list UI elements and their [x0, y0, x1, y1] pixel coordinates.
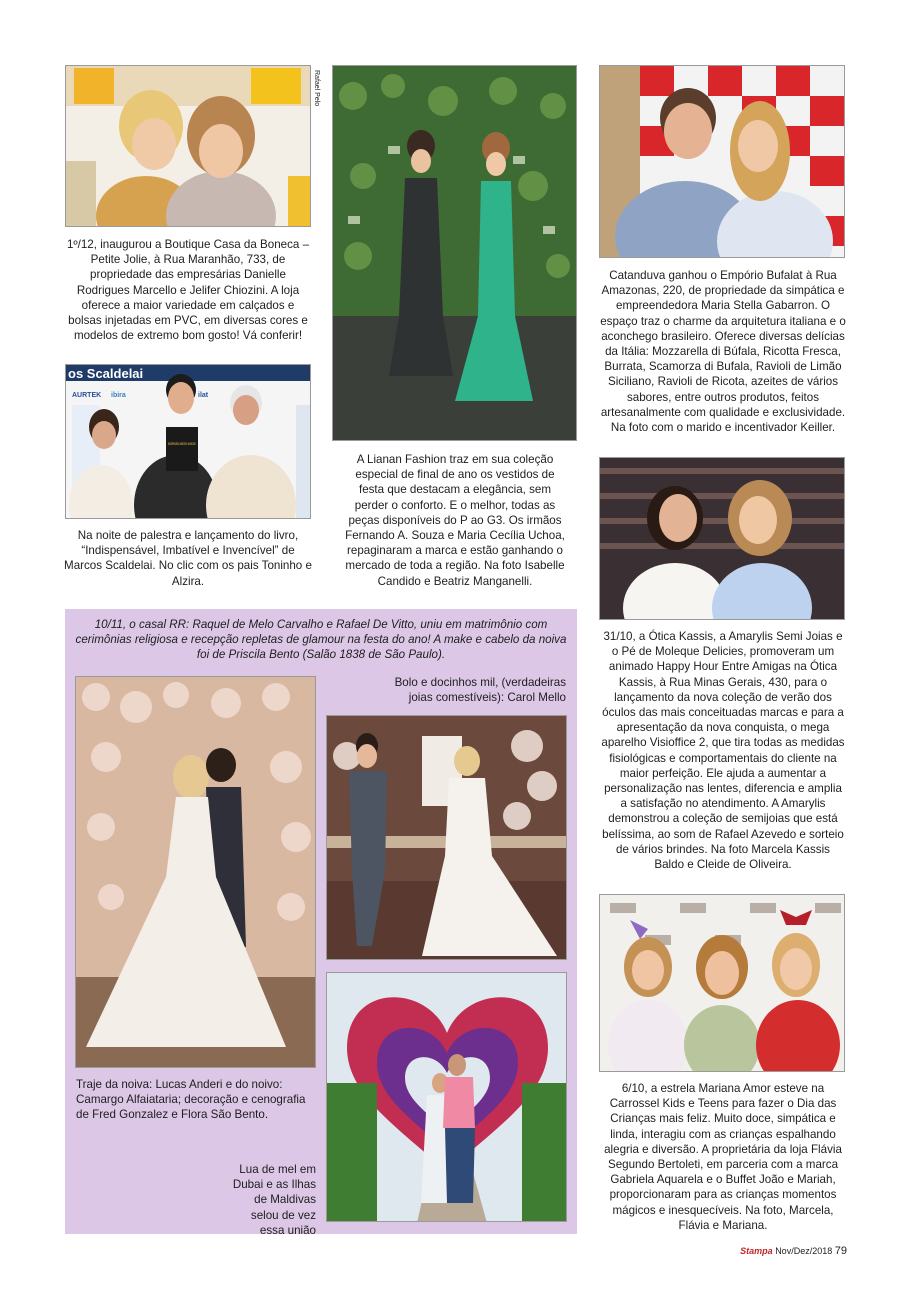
- caption-lancamento-livro: Na noite de palestra e lançamento do livro, “Indispensável, Imbatível e Invencível” de Marcos Scaldelai. No clic com os pais Toninho e Alzira.: [64, 529, 312, 588]
- caption-emporio-bufalat: Catanduva ganhou o Empório Bufalat à Rua Amazonas, 220, de propriedade da simpática e empreendedora Maria Stella Gabarron. O espaço traz o charme da arquitetura italiana e o aconchego brasileiro. Oferece diversas delícias da Itália: Mozzarella di Búfala, Ricotta Fresca, Burrata, Scamorza di Bufala, Ravioli de Limão Siciliano, Ravioli de Ricota, azeites de vários sabores, entre outros produtos, feitos artesanalmente com qualidade e exclusividade. Na foto com o marido e incentivador Keiller.: [600, 269, 846, 435]
- footer-brand: Stampa: [740, 1246, 773, 1256]
- photo-emporio-bufalat: [599, 65, 845, 258]
- caption-bolo: Bolo e docinhos mil, (verdadeiras joias comestíveis): Carol Mello: [394, 676, 566, 705]
- photo-bolo: [326, 715, 567, 960]
- sponsor-ilat: ilat: [198, 392, 209, 399]
- photo-credit: Rafael Pelo: [313, 70, 320, 107]
- photo-lianan-fashion: [332, 65, 577, 441]
- photo-casa-da-boneca: [65, 65, 311, 227]
- caption-lua-de-mel: Lua de mel em Dubai e as Ilhas de Maldivas selou de vez essa união: [232, 1163, 316, 1237]
- footer-issue: Nov/Dez/2018: [775, 1246, 833, 1256]
- photo-carrossel-kids: [599, 894, 845, 1072]
- banner-scaldelai: os Scaldelai: [68, 366, 144, 381]
- caption-carrossel-kids: 6/10, a estrela Mariana Amor esteve na Carrossel Kids e Teens para fazer o Dia das Crianças mais feliz. Muito doce, simpática e linda, interagiu com as crianças espalhando alegria e diversão. A proprietária da loja Flávia Segundo Bertoleti, em parceria com a marca Gabriela Aquarela e o Buffet João e Mariah, proporcionaram para as crianças momentos mágicos e inesquecíveis. Na foto, Marcela, Flávia e Mariana.: [604, 1082, 842, 1232]
- caption-casa-da-boneca: 1º/12, inaugurou a Boutique Casa da Boneca – Petite Jolie, à Rua Maranhão, 733, de propriedade das empresárias Danielle Rodrigues Marcello e Jelifer Chiozini. A loja oferece a maior variedade em calçados e bolsas injetadas em PVC, em diversas cores e modelos de extremo bom gosto! Vá conferir!: [66, 238, 310, 343]
- page-footer: [740, 1245, 847, 1257]
- sponsor-ibira: ibira: [111, 392, 126, 399]
- caption-traje: Traje da noiva: Lucas Anderi e do noivo: Camargo Alfaiataria; decoração e cenografia de Fred Gonzalez e Flora São Bento.: [76, 1078, 306, 1122]
- page-number: 79: [834, 1245, 847, 1257]
- sponsor-apa: APA: [286, 375, 301, 382]
- photo-lua-de-mel: [326, 972, 567, 1222]
- sponsor-aurtek: AURTEK: [72, 392, 102, 399]
- photo-noivos-beijo: [75, 676, 316, 1068]
- caption-otica-kassis: 31/10, a Ótica Kassis, a Amarylis Semi Joias e o Pé de Moleque Delicies, promoveram um animado Happy Hour Entre Amigas na Ótica Kassis, à Rua Minas Gerais, 430, para o lançamento da nova coleção de verão dos óculos das mais conceituadas marcas e para a apresentação da nova conquista, o mega aparelho Visioffice 2, que tira todas as medidas fisiológicas e comportamentais do cliente na maior perfeição. Ele ajuda a aumentar a personalização nas lentes, diferencia e amplia a satisfação no atendimento. A Amarylis demonstrou a coleção de semijoias que está belíssima, ao som de Rafael Azevedo e sorteio de vários brindes. Na foto Marcela Kassis Baldo e Cleide de Oliveira.: [601, 630, 845, 872]
- caption-lianan-fashion: A Lianan Fashion traz em sua coleção especial de final de ano os vestidos de festa que destacam a elegância, sem perder o conforto. E o melhor, todas as peças disponíveis do P ao G3. Os irmãos Fernando A. Souza e Maria Cecília Uchoa, repaginaram a marca e estão ganhando o mercado de toda a região. Na foto Isabelle Candido e Beatriz Manganelli.: [345, 453, 565, 588]
- photo-lancamento-livro: [65, 364, 311, 519]
- photo-otica-kassis: [599, 457, 845, 620]
- wedding-lead-text: 10/11, o casal RR: Raquel de Melo Carvalho e Rafael De Vitto, uniu em matrimônio com cerimônias religiosa e recepção repletas de glamour na festa do ano! A make e cabelo da noiva foi de Priscila Bento (Salão 1838 de São Paulo).: [75, 618, 567, 662]
- book-cover-title: INDISPENSÁVEL IMBATÍVEL INVENCÍVEL: [168, 442, 197, 446]
